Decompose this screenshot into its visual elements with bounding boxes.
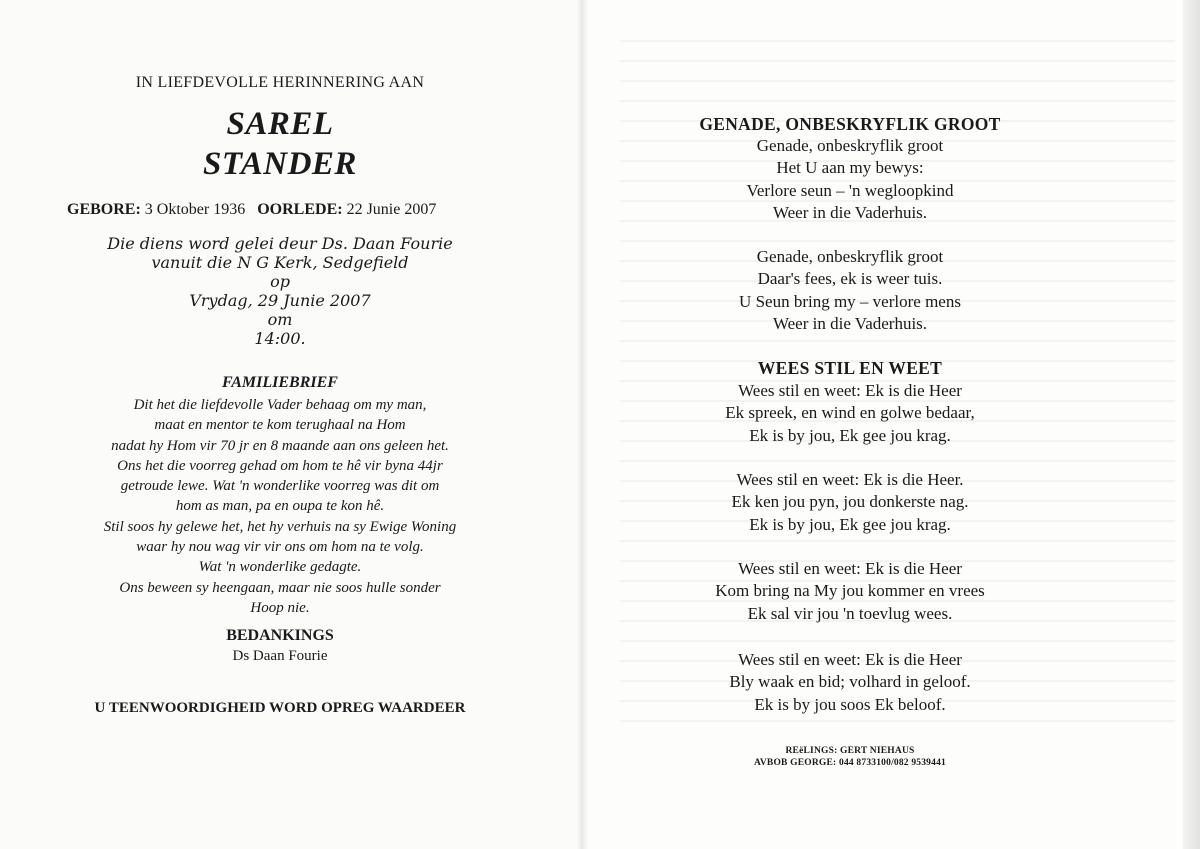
- letter-line: Hoop nie.: [250, 599, 310, 616]
- verse-line: Genade, onbeskryflik groot: [756, 247, 944, 266]
- verse-line: Kom bring na My jou kommer en vrees: [715, 581, 985, 601]
- letter-line: Ons het die voorreg gehad om hom te hê vir byna 44jr: [117, 457, 443, 474]
- hymn2-verse: [670, 649, 1030, 716]
- letter-line: maat en mentor te kom terughaal na Hom: [154, 417, 406, 434]
- born-label: GEBORE:: [67, 201, 141, 218]
- thanks-title: BEDANKINGS: [226, 627, 334, 644]
- verse-line: Wees stil en weet: Ek is die Heer.: [736, 470, 964, 489]
- verse-line: Weer in die Vaderhuis.: [772, 203, 928, 223]
- verse-line: Ek is by jou soos Ek beloof.: [754, 694, 946, 714]
- verse-line: Bly waak en bid; volhard in geloof.: [729, 672, 971, 692]
- letter-line: Wat 'n wonderlike gedagte.: [198, 559, 362, 576]
- born-date: 3 Oktober 1936: [144, 201, 246, 218]
- service-line: Die diens word gelei deur Ds. Daan Fourie: [107, 234, 453, 253]
- hymn1-verse: [670, 246, 1030, 336]
- service-line: op: [270, 272, 290, 291]
- hymn1-verse: [670, 135, 1030, 225]
- verse-line: Genade, onbeskryflik groot: [756, 136, 944, 155]
- verse-line: Verlore seun – 'n wegloopkind: [746, 180, 954, 200]
- verse-line: Weer in die Vaderhuis.: [772, 314, 928, 334]
- verse-line: Wees stil en weet: Ek is die Heer: [738, 559, 962, 578]
- hymn2-verse: [670, 380, 1030, 447]
- service-line: om: [267, 310, 293, 329]
- page-fold: [578, 0, 588, 849]
- letter-line: Ons beween sy heengaan, maar nie soos hulle sonder: [119, 579, 441, 596]
- verse-line: Wees stil en weet: Ek is die Heer: [738, 650, 962, 669]
- deceased-last-name: STANDER: [203, 146, 357, 182]
- verse-line: U Seun bring my – verlore mens: [739, 291, 961, 311]
- service-line: 14:00.: [254, 329, 306, 348]
- life-dates: [67, 201, 436, 219]
- page-edge-shadow: [1183, 0, 1200, 849]
- verse-line: Ek ken jou pyn, jou donkerste nag.: [731, 492, 969, 512]
- letter-line: Dit het die liefdevolle Vader behaag om my man,: [133, 397, 427, 413]
- family-letter-title: FAMILIEBRIEF: [222, 374, 338, 391]
- service-line: Vrydag, 29 Junie 2007: [189, 291, 371, 310]
- memorial-header: IN LIEFDEVOLLE HERINNERING AAN: [135, 74, 425, 91]
- died-date: 22 Junie 2007: [346, 201, 437, 218]
- family-letter-body: [40, 395, 520, 618]
- verse-line: Ek spreek, en wind en golwe bedaar,: [725, 403, 975, 423]
- letter-line: nadat hy Hom vir 70 jr en 8 maande aan ons geleen het.: [111, 437, 449, 454]
- letter-line: Stil soos hy gelewe het, het hy verhuis na sy Ewige Woning: [103, 518, 457, 535]
- verse-line: Daar's fees, ek is weer tuis.: [757, 269, 943, 289]
- service-line: vanuit die N G Kerk, Sedgefield: [151, 253, 409, 272]
- died-label: OORLEDE:: [257, 201, 343, 218]
- verse-line: Ek is by jou, Ek gee jou krag.: [749, 514, 951, 534]
- verse-line: Ek is by jou, Ek gee jou krag.: [749, 425, 951, 445]
- service-details: [80, 234, 480, 348]
- letter-line: getroude lewe. Wat 'n wonderlike voorreg was dit om: [120, 478, 440, 495]
- hymn1-title: GENADE, ONBESKRYFLIK GROOT: [699, 114, 1001, 134]
- arrangements-footer: [720, 746, 980, 769]
- hymn2-title: WEES STIL EN WEET: [757, 358, 943, 378]
- deceased-first-name: SAREL: [226, 106, 334, 142]
- letter-line: waar hy nou wag vir vir ons om hom na te volg.: [136, 539, 424, 556]
- letter-line: hom as man, pa en oupa te kon hê.: [175, 498, 385, 515]
- verse-line: Ek sal vir jou 'n toevlug wees.: [747, 603, 953, 623]
- hymn2-verse: [670, 558, 1030, 625]
- arrangements-line: REëLINGS: GERT NIEHAUS: [785, 746, 915, 756]
- closing-note: U TEENWOORDIGHEID WORD OPREG WAARDEER: [94, 700, 466, 716]
- hymn2-verse: [670, 469, 1030, 536]
- verse-line: Het U aan my bewys:: [776, 158, 924, 178]
- thanks-name: Ds Daan Fourie: [232, 648, 328, 664]
- funeral-home-line: AVBOB GEORGE: 044 8733100/082 9539441: [754, 757, 946, 768]
- verse-line: Wees stil en weet: Ek is die Heer: [738, 381, 962, 400]
